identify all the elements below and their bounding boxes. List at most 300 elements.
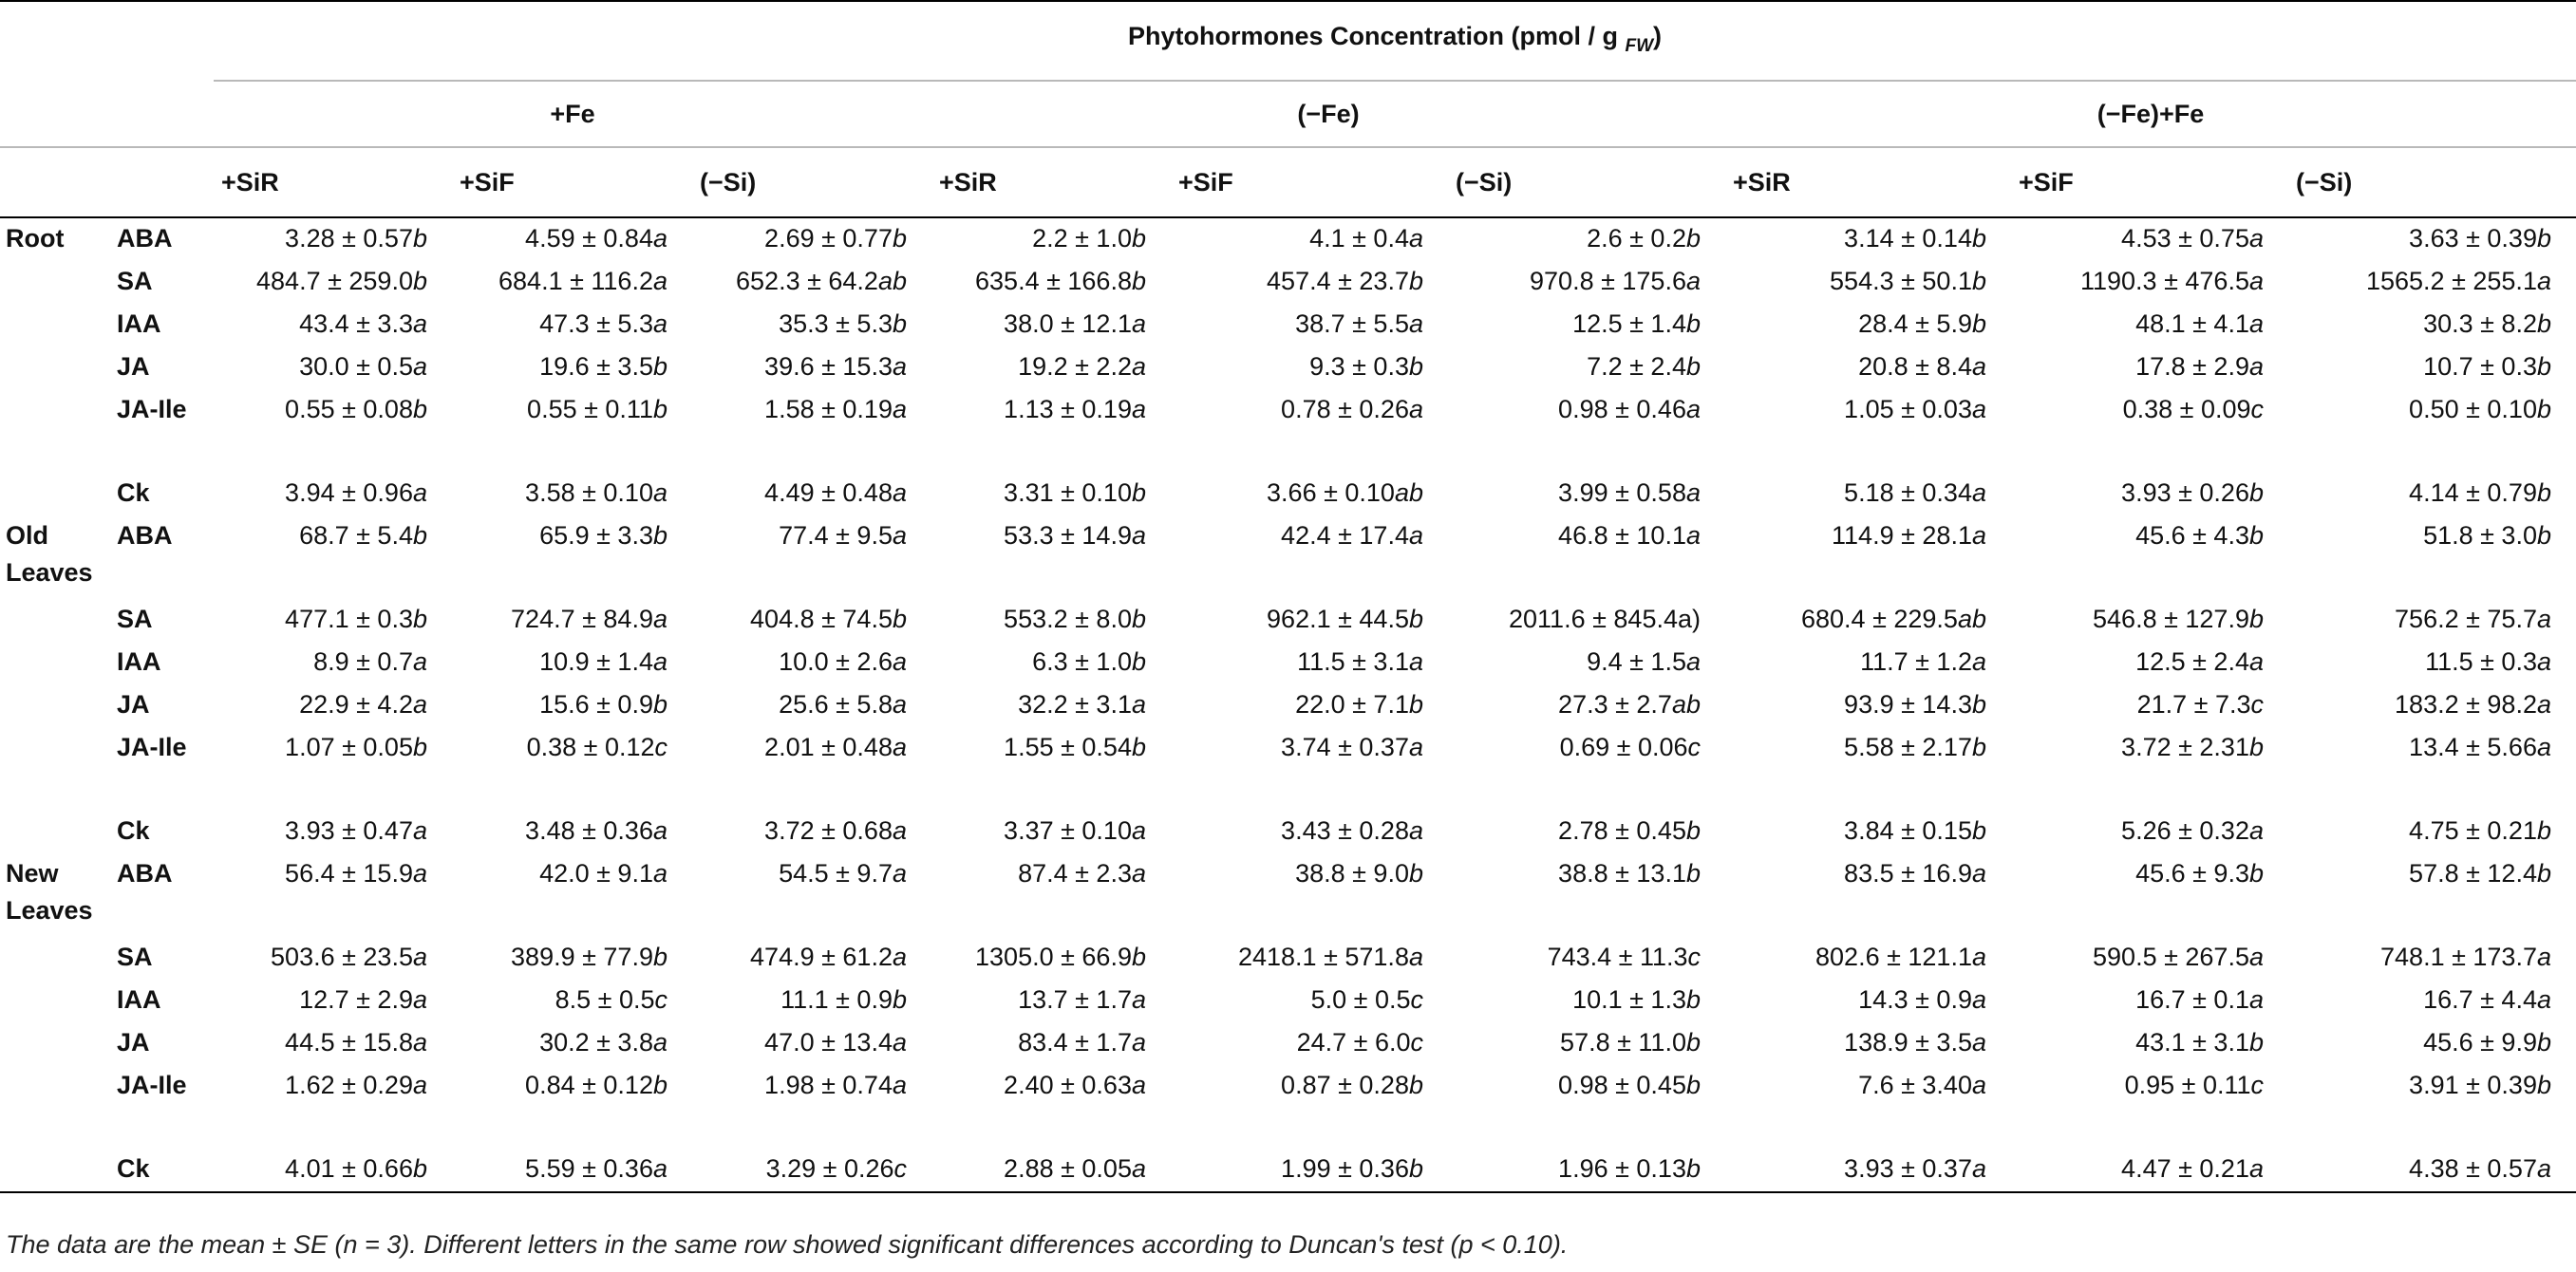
- treatment-header: +SiR: [214, 147, 452, 217]
- significance-letter: b: [412, 1154, 427, 1183]
- significance-letter: b: [2248, 1028, 2264, 1057]
- significance-letter: b: [1685, 985, 1701, 1014]
- mean-se: 8.9 ± 0.7: [313, 647, 413, 676]
- significance-letter: b: [1971, 690, 1986, 719]
- table-row: [0, 642, 2576, 684]
- treatment-row: [0, 147, 2576, 217]
- group-header: +Fe: [214, 81, 931, 147]
- hormone-label: JA: [117, 690, 150, 719]
- value-cell: [1725, 642, 2011, 684]
- value-cell: [2011, 642, 2288, 684]
- hormone-label: ABA: [117, 859, 173, 888]
- significance-letter: a: [1131, 1028, 1146, 1057]
- significance-letter: a: [1971, 859, 1986, 888]
- mean-se: 1.58 ± 0.19: [764, 395, 893, 423]
- significance-letter: a: [412, 478, 427, 507]
- value-cell: [931, 811, 1171, 853]
- mean-se: 14.3 ± 0.9: [1858, 985, 1972, 1014]
- significance-letter: a: [1971, 985, 1986, 1014]
- mean-se: 4.38 ± 0.57: [2409, 1154, 2537, 1183]
- significance-letter: b: [1685, 1028, 1701, 1057]
- mean-se: 3.66 ± 0.10: [1267, 478, 1395, 507]
- significance-letter: b: [2248, 859, 2264, 888]
- value-cell: [1171, 1149, 1448, 1192]
- organ-label: [0, 346, 109, 389]
- hormone-label: IAA: [117, 985, 161, 1014]
- significance-letter: a: [2248, 943, 2264, 971]
- significance-letter: a: [412, 985, 427, 1014]
- mean-se: 2.6 ± 0.2: [1587, 224, 1686, 253]
- value-cell: [452, 980, 692, 1022]
- mean-se: 3.93 ± 0.47: [285, 816, 413, 845]
- significance-letter: b: [1408, 605, 1423, 633]
- value-cell: [1725, 599, 2011, 642]
- value-cell: [2288, 811, 2576, 853]
- significance-letter: a: [1685, 478, 1701, 507]
- significance-letter: b: [2248, 733, 2264, 761]
- value-cell: [1448, 853, 1725, 937]
- value-cell: [214, 727, 452, 811]
- value-cell: [1171, 980, 1448, 1022]
- organ-label: [0, 473, 109, 515]
- significance-letter: a: [652, 267, 668, 295]
- mean-se: 3.29 ± 0.26: [765, 1154, 894, 1183]
- value-cell: [1448, 1149, 1725, 1192]
- mean-se: 20.8 ± 8.4: [1858, 352, 1972, 381]
- table-row: [0, 811, 2576, 853]
- significance-letter: a: [1685, 395, 1701, 423]
- mean-se: 3.43 ± 0.28: [1281, 816, 1409, 845]
- mean-se: 962.1 ± 44.5: [1267, 605, 1409, 633]
- mean-se: 1.13 ± 0.19: [1004, 395, 1132, 423]
- mean-se: 590.5 ± 267.5: [2093, 943, 2249, 971]
- mean-se: 3.74 ± 0.37: [1281, 733, 1409, 761]
- mean-se: 3.99 ± 0.58: [1558, 478, 1686, 507]
- significance-letter: c: [2250, 395, 2264, 423]
- value-cell: [2288, 389, 2576, 473]
- value-cell: [1448, 642, 1725, 684]
- table-row: [0, 727, 2576, 811]
- organ-label: [0, 389, 109, 473]
- mean-se: 2.78 ± 0.45: [1558, 816, 1686, 845]
- significance-letter: b: [2248, 521, 2264, 550]
- significance-letter: a: [2536, 733, 2551, 761]
- hormone-label: JA-Ile: [117, 395, 187, 423]
- value-cell: [2011, 727, 2288, 811]
- mean-se: 5.58 ± 2.17: [1844, 733, 1972, 761]
- mean-se: 5.0 ± 0.5: [1310, 985, 1411, 1014]
- significance-letter: b: [652, 352, 668, 381]
- table-body: [0, 217, 2576, 1192]
- mean-se: 2.88 ± 0.05: [1004, 1154, 1132, 1183]
- significance-letter: a: [1131, 985, 1146, 1014]
- value-cell: [452, 727, 692, 811]
- significance-letter: b: [1971, 733, 1986, 761]
- mean-se: 404.8 ± 74.5: [750, 605, 893, 633]
- significance-letter: b: [1408, 1071, 1423, 1099]
- significance-letter: a: [892, 521, 907, 550]
- mean-se: 22.9 ± 4.2: [299, 690, 413, 719]
- hormone-label: JA: [117, 352, 150, 381]
- table-row: [0, 980, 2576, 1022]
- mean-se: 0.55 ± 0.11: [527, 395, 653, 423]
- organ-label: Root: [6, 224, 65, 253]
- hormone-label: Ck: [117, 816, 150, 845]
- mean-se: 19.2 ± 2.2: [1018, 352, 1132, 381]
- mean-se: 3.84 ± 0.15: [1844, 816, 1972, 845]
- significance-letter: a: [2536, 985, 2551, 1014]
- value-cell: [452, 1022, 692, 1065]
- mean-se: 652.3 ± 64.2: [736, 267, 878, 295]
- organ-label: [0, 261, 109, 304]
- value-cell: [1171, 473, 1448, 515]
- significance-letter: b: [1131, 943, 1146, 971]
- value-cell: [1171, 684, 1448, 727]
- table-row: [0, 304, 2576, 346]
- significance-letter: a: [652, 816, 668, 845]
- value-cell: [1171, 599, 1448, 642]
- mean-se: 0.69 ± 0.06: [1559, 733, 1688, 761]
- significance-letter: b: [892, 985, 907, 1014]
- value-cell: [1448, 1022, 1725, 1065]
- significance-letter: a: [1971, 352, 1986, 381]
- treatment-header: +SiR: [1725, 147, 2011, 217]
- mean-se: 32.2 ± 3.1: [1018, 690, 1132, 719]
- significance-letter: b: [1685, 1154, 1701, 1183]
- significance-letter: b: [1131, 224, 1146, 253]
- value-cell: [1448, 727, 1725, 811]
- mean-se: 4.75 ± 0.21: [2409, 816, 2537, 845]
- significance-letter: b: [2536, 309, 2551, 338]
- mean-se: 553.2 ± 8.0: [1004, 605, 1132, 633]
- value-cell: [1725, 1065, 2011, 1149]
- value-cell: [931, 346, 1171, 389]
- value-cell: [692, 1065, 931, 1149]
- value-cell: [931, 1149, 1171, 1192]
- mean-se: 83.4 ± 1.7: [1018, 1028, 1132, 1057]
- value-cell: [1171, 1022, 1448, 1065]
- value-cell: [2288, 304, 2576, 346]
- mean-se: 4.49 ± 0.48: [764, 478, 893, 507]
- mean-se: 10.0 ± 2.6: [779, 647, 893, 676]
- significance-letter: b: [1408, 267, 1423, 295]
- value-cell: [452, 684, 692, 727]
- value-cell: [2288, 684, 2576, 727]
- mean-se: 756.2 ± 75.7: [2395, 605, 2537, 633]
- significance-letter: a: [2248, 309, 2264, 338]
- mean-se: 7.2 ± 2.4: [1587, 352, 1686, 381]
- value-cell: [1725, 346, 2011, 389]
- mean-se: 53.3 ± 14.9: [1004, 521, 1132, 550]
- value-cell: [452, 304, 692, 346]
- mean-se: 1.07 ± 0.05: [285, 733, 413, 761]
- significance-letter: a: [1131, 352, 1146, 381]
- group-header: (−Fe): [931, 81, 1725, 147]
- hormone-label: IAA: [117, 309, 161, 338]
- mean-se: 3.37 ± 0.10: [1004, 816, 1132, 845]
- significance-letter: b: [1971, 816, 1986, 845]
- value-cell: [452, 389, 692, 473]
- mean-se: 2.69 ± 0.77: [764, 224, 893, 253]
- hormone-label: SA: [117, 943, 153, 971]
- mean-se: 44.5 ± 15.8: [285, 1028, 413, 1057]
- table-row: [0, 599, 2576, 642]
- significance-letter: a: [412, 690, 427, 719]
- significance-letter: b: [1408, 690, 1423, 719]
- value-cell: [931, 1065, 1171, 1149]
- significance-letter: a: [1131, 816, 1146, 845]
- value-cell: [452, 811, 692, 853]
- treatment-header: +SiF: [2011, 147, 2288, 217]
- value-cell: [2288, 1149, 2576, 1192]
- mean-se: 1.98 ± 0.74: [764, 1071, 893, 1099]
- organ-label: [0, 937, 109, 980]
- significance-letter: b: [2536, 478, 2551, 507]
- table-row: [0, 1065, 2576, 1149]
- mean-se: 8.5 ± 0.5: [555, 985, 655, 1014]
- value-cell: [1171, 811, 1448, 853]
- table-row: [0, 346, 2576, 389]
- mean-se: 28.4 ± 5.9: [1858, 309, 1972, 338]
- mean-se: 1305.0 ± 66.9: [975, 943, 1132, 971]
- mean-se: 5.18 ± 0.34: [1844, 478, 1972, 507]
- value-cell: [2288, 1065, 2576, 1149]
- mean-se: 46.8 ± 10.1: [1558, 521, 1686, 550]
- mean-se: 3.14 ± 0.14: [1844, 224, 1972, 253]
- mean-se: 114.9 ± 28.1: [1832, 521, 1972, 550]
- value-cell: [214, 1065, 452, 1149]
- mean-se: 4.01 ± 0.66: [285, 1154, 413, 1183]
- value-cell: [692, 599, 931, 642]
- significance-letter: b: [2248, 478, 2264, 507]
- value-cell: [452, 853, 692, 937]
- significance-letter: a: [2536, 647, 2551, 676]
- significance-letter: b: [412, 267, 427, 295]
- mean-se: 57.8 ± 12.4: [2409, 859, 2537, 888]
- value-cell: [931, 261, 1171, 304]
- value-cell: [1448, 599, 1725, 642]
- significance-letter: a: [1971, 943, 1986, 971]
- mean-se: 0.84 ± 0.12: [525, 1071, 653, 1099]
- mean-se: 48.1 ± 4.1: [2135, 309, 2249, 338]
- significance-letter: a: [652, 605, 668, 633]
- significance-letter: b: [2536, 859, 2551, 888]
- significance-letter: b: [652, 1071, 668, 1099]
- mean-se: 56.4 ± 15.9: [285, 859, 413, 888]
- value-cell: [1171, 937, 1448, 980]
- significance-letter: a: [1131, 395, 1146, 423]
- mean-se: 4.1 ± 0.4: [1309, 224, 1409, 253]
- significance-letter: a: [1408, 309, 1423, 338]
- significance-letter: b: [2248, 605, 2264, 633]
- significance-letter: b: [892, 309, 907, 338]
- hormone-label: ABA: [117, 224, 173, 253]
- significance-letter: ab: [877, 267, 907, 295]
- table-row: [0, 853, 2576, 937]
- significance-letter: c: [654, 985, 668, 1014]
- value-cell: [1171, 346, 1448, 389]
- significance-letter: ab: [1671, 690, 1701, 719]
- significance-letter: c: [1410, 1028, 1423, 1057]
- value-cell: [2288, 261, 2576, 304]
- significance-letter: a: [1131, 690, 1146, 719]
- organ-label: [0, 1065, 109, 1149]
- mean-se: 38.8 ± 13.1: [1558, 859, 1686, 888]
- value-cell: [1725, 937, 2011, 980]
- mean-se: 3.48 ± 0.36: [525, 816, 653, 845]
- value-cell: [1725, 261, 2011, 304]
- value-cell: [452, 642, 692, 684]
- significance-letter: b: [1131, 733, 1146, 761]
- significance-letter: b: [2536, 395, 2551, 423]
- organ-label: [0, 684, 109, 727]
- mean-se: 87.4 ± 2.3: [1018, 859, 1132, 888]
- mean-se: 93.9 ± 14.3: [1844, 690, 1972, 719]
- value-cell: [2011, 1149, 2288, 1192]
- mean-se: 3.58 ± 0.10: [525, 478, 653, 507]
- significance-letter: a: [1971, 1071, 1986, 1099]
- mean-se: 9.3 ± 0.3: [1309, 352, 1409, 381]
- value-cell: [2011, 346, 2288, 389]
- significance-letter: a: [652, 647, 668, 676]
- value-cell: [931, 599, 1171, 642]
- significance-letter: c: [1687, 733, 1701, 761]
- mean-se: 3.28 ± 0.57: [285, 224, 413, 253]
- significance-letter: a: [2536, 690, 2551, 719]
- mean-se: 3.72 ± 0.68: [764, 816, 893, 845]
- significance-letter: b: [1685, 816, 1701, 845]
- value-cell: [1725, 853, 2011, 937]
- value-cell: [2011, 1022, 2288, 1065]
- significance-letter: a: [892, 690, 907, 719]
- value-cell: [1725, 473, 2011, 515]
- value-cell: [1448, 811, 1725, 853]
- value-cell: [1448, 937, 1725, 980]
- mean-se: 183.2 ± 98.2: [2395, 690, 2537, 719]
- mean-se: 4.47 ± 0.21: [2121, 1154, 2249, 1183]
- value-cell: [692, 473, 931, 515]
- significance-letter: a: [412, 859, 427, 888]
- value-cell: [2011, 980, 2288, 1022]
- value-cell: [1171, 515, 1448, 599]
- mean-se: 65.9 ± 3.3: [539, 521, 653, 550]
- significance-letter: b: [2536, 1028, 2551, 1057]
- mean-se: 57.8 ± 11.0: [1560, 1028, 1686, 1057]
- value-cell: [452, 217, 692, 261]
- significance-letter: a: [1685, 267, 1701, 295]
- value-cell: [1171, 217, 1448, 261]
- table-row: [0, 1022, 2576, 1065]
- significance-letter: a: [2248, 1154, 2264, 1183]
- value-cell: [214, 853, 452, 937]
- value-cell: [1448, 473, 1725, 515]
- table-row: [0, 473, 2576, 515]
- significance-letter: a: [2248, 267, 2264, 295]
- value-cell: [214, 389, 452, 473]
- value-cell: [692, 684, 931, 727]
- mean-se: 138.9 ± 3.5: [1844, 1028, 1972, 1057]
- mean-se: 635.4 ± 166.8: [975, 267, 1132, 295]
- significance-letter: a: [2536, 943, 2551, 971]
- value-cell: [931, 684, 1171, 727]
- value-cell: [692, 389, 931, 473]
- significance-letter: b: [1971, 309, 1986, 338]
- mean-se: 6.3 ± 1.0: [1032, 647, 1132, 676]
- mean-se: 17.8 ± 2.9: [2135, 352, 2249, 381]
- significance-letter: a: [2536, 267, 2551, 295]
- value-cell: [692, 346, 931, 389]
- value-cell: [931, 937, 1171, 980]
- value-cell: [2011, 261, 2288, 304]
- mean-se: 43.1 ± 3.1: [2135, 1028, 2249, 1057]
- table-row: [0, 1149, 2576, 1192]
- value-cell: [2288, 599, 2576, 642]
- mean-se: 12.5 ± 1.4: [1572, 309, 1686, 338]
- mean-se: 35.3 ± 5.3: [779, 309, 893, 338]
- significance-letter: a: [412, 943, 427, 971]
- value-cell: [692, 217, 931, 261]
- significance-letter: b: [1408, 859, 1423, 888]
- treatment-header: +SiR: [931, 147, 1171, 217]
- mean-se: 680.4 ± 229.5: [1801, 605, 1958, 633]
- value-cell: [2288, 346, 2576, 389]
- significance-letter: b: [1131, 647, 1146, 676]
- value-cell: [931, 853, 1171, 937]
- value-cell: [1171, 304, 1448, 346]
- mean-se: 21.7 ± 7.3: [2136, 690, 2251, 719]
- significance-letter: b: [892, 224, 907, 253]
- table-row: [0, 515, 2576, 599]
- value-cell: [214, 684, 452, 727]
- mean-se: 54.5 ± 9.7: [779, 859, 893, 888]
- value-cell: [214, 346, 452, 389]
- value-cell: [452, 599, 692, 642]
- hormone-label: IAA: [117, 647, 161, 676]
- value-cell: [931, 304, 1171, 346]
- value-cell: [931, 642, 1171, 684]
- value-cell: [1448, 217, 1725, 261]
- significance-letter: a: [412, 1028, 427, 1057]
- value-cell: [692, 515, 931, 599]
- value-cell: [1725, 1022, 2011, 1065]
- mean-se: 4.59 ± 0.84: [525, 224, 653, 253]
- value-cell: [692, 642, 931, 684]
- table-row: [0, 937, 2576, 980]
- value-cell: [1448, 515, 1725, 599]
- mean-se: 30.3 ± 8.2: [2423, 309, 2537, 338]
- value-cell: [2288, 642, 2576, 684]
- value-cell: [1448, 1065, 1725, 1149]
- significance-letter: b: [2536, 1071, 2551, 1099]
- value-cell: [1725, 389, 2011, 473]
- significance-letter: a: [652, 1154, 668, 1183]
- mean-se: 1.55 ± 0.54: [1004, 733, 1132, 761]
- significance-letter: b: [892, 605, 907, 633]
- value-cell: [1725, 1149, 2011, 1192]
- significance-letter: a: [652, 859, 668, 888]
- mean-se: 47.3 ± 5.3: [539, 309, 653, 338]
- mean-se: 45.6 ± 9.9: [2423, 1028, 2537, 1057]
- mean-se: 0.55 ± 0.08: [285, 395, 413, 423]
- value-cell: [1725, 980, 2011, 1022]
- value-cell: [452, 473, 692, 515]
- mean-se: 0.50 ± 0.10: [2409, 395, 2537, 423]
- significance-letter: b: [1685, 309, 1701, 338]
- significance-letter: a: [1131, 309, 1146, 338]
- hormone-label: JA-Ile: [117, 733, 187, 761]
- mean-se: 1.99 ± 0.36: [1281, 1154, 1409, 1183]
- value-cell: [214, 1022, 452, 1065]
